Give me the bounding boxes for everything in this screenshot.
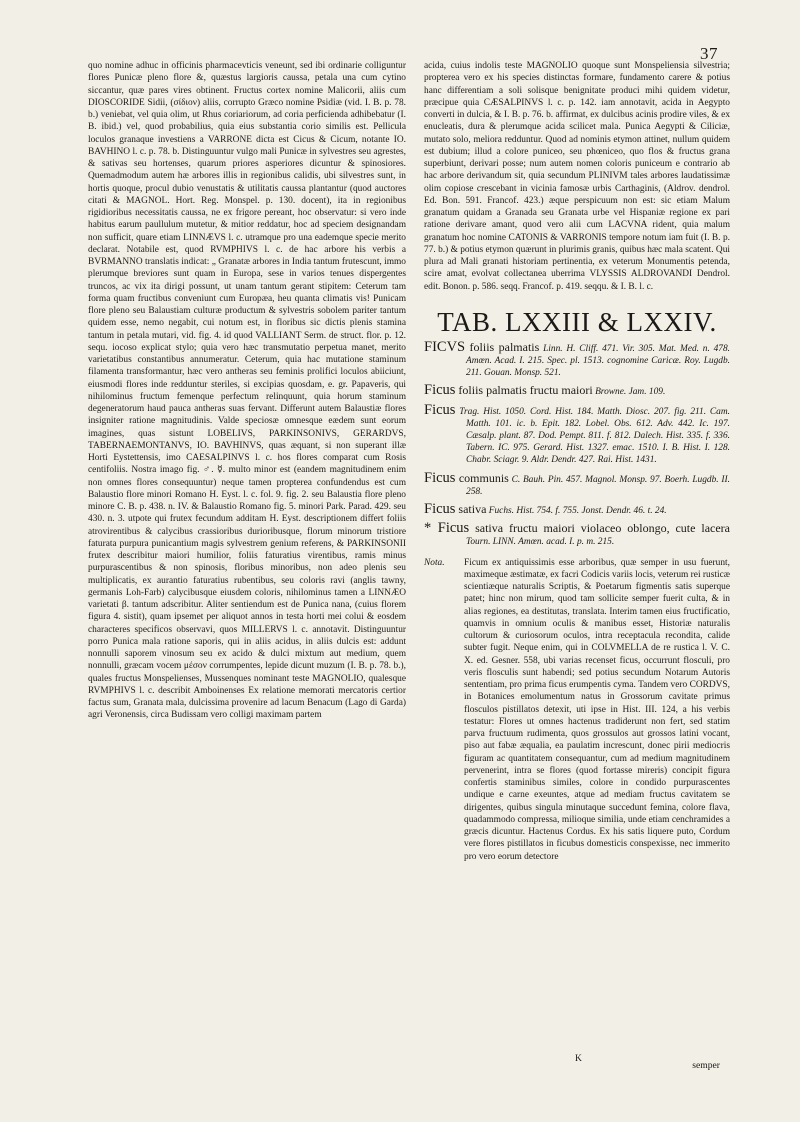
synonym-name: sativa xyxy=(455,501,487,516)
synonym-reference: C. Bauh. Pin. 457. Magnol. Monsp. 97. Boerh. Lugdb. II. 258. xyxy=(466,474,730,497)
synonym-reference: Browne. Jam. 109. xyxy=(592,387,666,398)
synonym-name: communis xyxy=(455,470,509,485)
synonym-lead: Ficus xyxy=(424,401,456,418)
right-column-text: acida, cuius indolis teste MAGNOLIO quoque sunt Monspeliensia silvestria; propterea vero ex his species distinctas formare, fundamento carere & potius hanc differentiam a soli solisque benignitate produci mihi quidem videtur, præcipue quia CÆSALPINVS l. c. p. 142. iam annotavit, acida in Aegypto converti in dulcia, & I. B. p. 76. b. affirmat, ex dulcibus acinis prodire viles, & ex enucleatis, dura & plerumque acida scilicet mala. Punica Aegypti & Ciliciæ, mutato solo, meliora redduntur. Quod ad nominis etymon attinet, nullum quidem est dubium; illud a colore puniceo, seu phœniceo, quo flos & fructus grana superbiunt, derivari posse; num autem nomen coloris puniceum e contrario ab hac arbore derivandum sit, quia secundum PLINIVM tales arbores laudatissimæ olim copiose crescebant in vicinia famosæ urbis Carthaginis, (Aldrov. dendrol. Ed. Bon. 591. Francof. 423.) æque perspicuum non est: sic etiam Malum granatum quidam a Granada seu Granata urbe vel Hispaniæ regione ex pari ratione derivare amant, quod vero alii cum LACVNA rident, quia malum granatum hoc nomine CATONIS & VARRONIS tempore notum iam fuit (I. B. p. 77. b.) & potius etymon quærunt in plurimis granis, quibus hæc mala scatent. Qui plura ad Mali granati historiam pertinentia, ex veterum Monumentis petenda, scire amat, evolvat collectanea uberrima VLYSSIS ALDROVANDI Dendrol. edit. Bonon. p. 586. seqq. Francof. p. 419. seqqu. & I. B. l. c. xyxy=(424,61,731,292)
page-number: 37 xyxy=(700,44,718,63)
catchword: semper xyxy=(692,1060,720,1071)
left-column xyxy=(88,60,406,722)
nota-text: Ficum ex antiquissimis esse arboribus, quæ semper in usu fuerunt, maximeque æstimatæ, ex facri Codicis variis locis, veterum rei rusticæ scientiæque naturalis Scriptis, & Poetarum figmentis satis superque patet; hinc non mirum, quod tam sollicite semper fuerit culta, & in alias regiones, ea destitutas, translata. Interim tamen eius fructificatio, quamvis in omnium oculis & manibus esset, Historiæ naturalis cultorum & curiosorum oculos, intra receptacula recondita, calide subter fugit. Neque enim, qui in COLVMELLA de re rustica l. V. C. X. ed. Gesner. 558, ubi varias recenset ficus, occurrunt flosculi, pro veris flosculis sunt habendi; sed potius secundum Notarum Autoris sententiam, pro prima ficus erumpentis cyma. Tandem vero CORDVS, in Botanices emolumentum natus in Grossorum cavitate primus flosculos pistillatos detexit, uti ipse in Hist. III. 124, a his verbis testatur: Flores ut omnes hactenus tradiderunt non fert, sed statim parva fructuum rudimenta, quos grossulos aut grossos latini vocant, piso aut fabæ æqualia, ea paulatim increscunt, donec pirii mediocris figuram ac quantitatem consequantur, cum ad medium magnitudinem pervenerint, intra se flores (quod fortasse mireris) concipit figura confertis staminibus similes, colore in condido purpurascentes undique e carne exeuntes, atque ad mediam fructus cavitatem se dirigentes, quibus singula minutaque succedunt femina, colore flava, quadammodo compressa, milioque similia, unde etiam cenchramides a græcis dicuntur. Hactenus Cordus. Ex his satis liquere puto, Cordum vere flores pistillatos in ficubus domesticis conspexisse, nec immerito pro vero eorum detectore xyxy=(464,557,730,862)
plate-heading: TAB. LXXIII & LXXIV. xyxy=(437,306,717,337)
synonym-list xyxy=(424,338,731,549)
synonym-lead: Ficus xyxy=(424,469,456,486)
synonym-name: foliis palmatis fructu maiori xyxy=(455,383,593,398)
synonym-name: sativa fructu maiori violaceo oblongo, cute lacera xyxy=(469,521,730,536)
synonym-lead: * Ficus xyxy=(424,520,470,537)
synonym-lead: Ficus xyxy=(424,500,456,517)
nota-section xyxy=(424,557,730,863)
left-column-text: quo nomine adhuc in officinis pharmacevticis veneunt, sed ibi ordinarie colliguntur flores Punicæ pleno flore &, quæstus largioris caussa, petala una cum cytino siccantur, quæ pares vires obtinent. Fructus cortex nomine Malicorii, aliis cum DIOSCORIDE Sidii, (σίδιον) aliis, corrupto Græco nomine Psidiæ (vid. I. B. p. 78. b.) veniebat, vel quia olim, ut Rhus coriariorum, ad coria perficienda adhibebatur (I. B. ibid.) vel, quod probabilius, quia eius substantia corio similis est. Pellicula loculos granaque investiens a VARRONE dicta est Cicus & Cicum, notante IO. BAVHINO l. c. p. 78. b. Distinguuntur vulgo mali Punicæ in sylvestres seu agrestes, & sativas seu hortenses, quarum priores asperiores dicuntur & spinosiores. Quemadmodum autem hæ arbores illis in regionibus calidis, ubi silvestres sunt, in hortis quoque, procul dubio venustatis & utilitatis caussa plantantur (quod auctores citati & MAGNOL. Hort. Reg. Monspel. p. 130. docent), ita in regionibus rigidioribus necessitatis caussa, ne ex frigore pereant, hoc observatur: si vero inde habitus earum paullulum mutetur, & mitior reddatur, hoc ad speciem designandam non sufficit, quare etiam LINNÆVS l. c. utramque pro una eademque specie merito declarat. Notabile est, quod RVMPHIVS l. c. de hac arbore his verbis a BVRMANNO translatis indicat: „ Granatæ arbores in India tantum frutescunt, immo plerumque breviores sunt quam in Europa, sese in varios tenues dispergentes truncos, ac vix ita dirigi possunt, ut unam tantum gerant stipitem: Ceterum tam forma quam fructibus conveniunt cum Europæa, heu quanta climatis vis! Punicam flore pleno seu Balaustiam culturæ productum & sylvestris sobolem pariter tantum quidem esse, nemo negabit, cui notum est, in floribus sic dictis plenis stamina tantum in petala mutari, vid. fig. 4. id quod VALLIANT Serm. de struct. flor. p. 12. sequ. iocoso explicat stylo; quia vero hæc transmutatio perpetua manet, merito varietatibus constantibus annumeratur. Ceterum, quia hac mutatione staminum filamenta transformantur, hæc vero antheras seu feminis prolifici loculos abiiciunt, eiusmodi flores inde redduntur steriles, si excipias quosdam, e. gr. Papaveris, qui nihilominus fructum femenque perfectum relinquunt, quia horum staminum degeneratorum haud pauca antheras suas fervant. Differunt autem Balaustiæ flores insigniter ratione magnitudinis. Valde speciosæ omnesque eædem sunt eorum imagines, quas sistunt LOBELIVS, PARKINSONIVS, GERARDVS, TABERNAEMONTANVS, IO. BAVHINVS, quas æquant, si non superant illæ Horti Eystettensis, imo CAESALPINVS l. c. hos flores comparat cum Rosis centifoliis. Nostra imago fig. ♂. ☿. multo minor est (eandem magnitudinem enim non omnes flores consequuntur) neque tamen propterea confundendus est cum Balaustio flore minori Romano H. Eyst. l. c. fol. 9. fig. 2. seu Balaustia flore pleno minore C. B. p. 438. n. IV. & Balaustio Romano fig. 5. minori Park. Parad. 429. seu 430. n. 3. utpote qui frutex fecundum additam H. Eyst. descriptionem differt foliis atrovirentibus & calycibus crassioribus durioribusque, florum minorum tristiore faturata purpura punicantium magis sylvestrem genium referens, & PARKINSONII frutex describitur maiori humilior, foliis faturatius virentibus, ramis minus purpurascentibus & non spinosis, floribus minoribus, non adeo plenis seu multiplicatis, ex aurantio faturatius rubentibus, seu coloris ravi (anglis tawny, germanis Loh-Farb) calycibusque eiusdem coloris, nihilominus tamen a LINNÆO varietati β. tantum adscribitur. Aliter sentiendum est de Punica nana, (cuius florem figura 4. sistit), quam ipsemet per aliquot annos in testa horti mei colui & eosdem characteres specificos observavi, quos MILLERVS l. c. annotavit. Distinguuntur porro Punica mala ratione saporis, qui in aliis acidus, in aliis dulcis est: addunt nonnulli saporem vinosum seu ex acido & dulci mixtum aut medium, quem nonnulli, græcam vocem μέσον corrumpentes, lepide dicunt muzum (I. B. p. 78. b.), quales fructus Monspelienses, Mussenques nominant teste MAGNOLIO, qualesque RVMPHIVS l. c. describit Amboinenses Ex relatione memorati mercatoris certior factus sum, Granata mala, dulcissima provenire ad lacum Benacum (Lago di Garda) agri Veronensis, circa Budissam vero colligi maximam partem xyxy=(88,61,406,721)
synonym-lead: Ficus xyxy=(424,382,456,399)
synonym-reference: Fuchs. Hist. 754. f. 755. Jonst. Dendr. 46. t. 24. xyxy=(486,505,667,516)
synonym-entry xyxy=(424,500,730,517)
synonym-lead: FICVS xyxy=(424,338,466,355)
right-column xyxy=(424,60,730,863)
synonym-name: foliis palmatis xyxy=(465,339,540,354)
nota-label: Nota. xyxy=(424,557,445,568)
synonym-entry xyxy=(424,522,730,548)
synonym-reference: Trag. Hist. 1050. Cord. Hist. 184. Matth. Diosc. 207. fig. 211. Cam. Matth. 101. ic. b. Epit. 182. Lobel. Obs. 612. Adv. 442. Ic. 197. Cæsalp. plant. 87. Dod. Pempt. 811. f. 812. Dalech. Hist. 335. f. 336. Tabern. IC. 975. Gerard. Hist. 1327. emac. 1510. I. B. Hist. I. 128. Chabr. Sciagr. 9. Aldr. Dendr. 427. Rai. Hist. 1431. xyxy=(455,406,730,466)
synonym-reference: Tourn. LINN. Amœn. acad. I. p. m. 215. xyxy=(466,537,615,548)
synonym-entry xyxy=(424,338,731,380)
synonym-entry xyxy=(424,401,730,467)
synonym-reference: Linn. H. Cliff. 471. Vir. 305. Mat. Med. n. 478. Amœn. Acad. I. 215. Spec. pl. 1513. cognomine Caricæ. Roy. Lugdb. 211. Gouan. Monsp. 521. xyxy=(466,343,731,379)
synonym-entry xyxy=(424,469,730,498)
synonym-entry xyxy=(424,384,730,398)
signature-mark: K xyxy=(575,1053,582,1064)
